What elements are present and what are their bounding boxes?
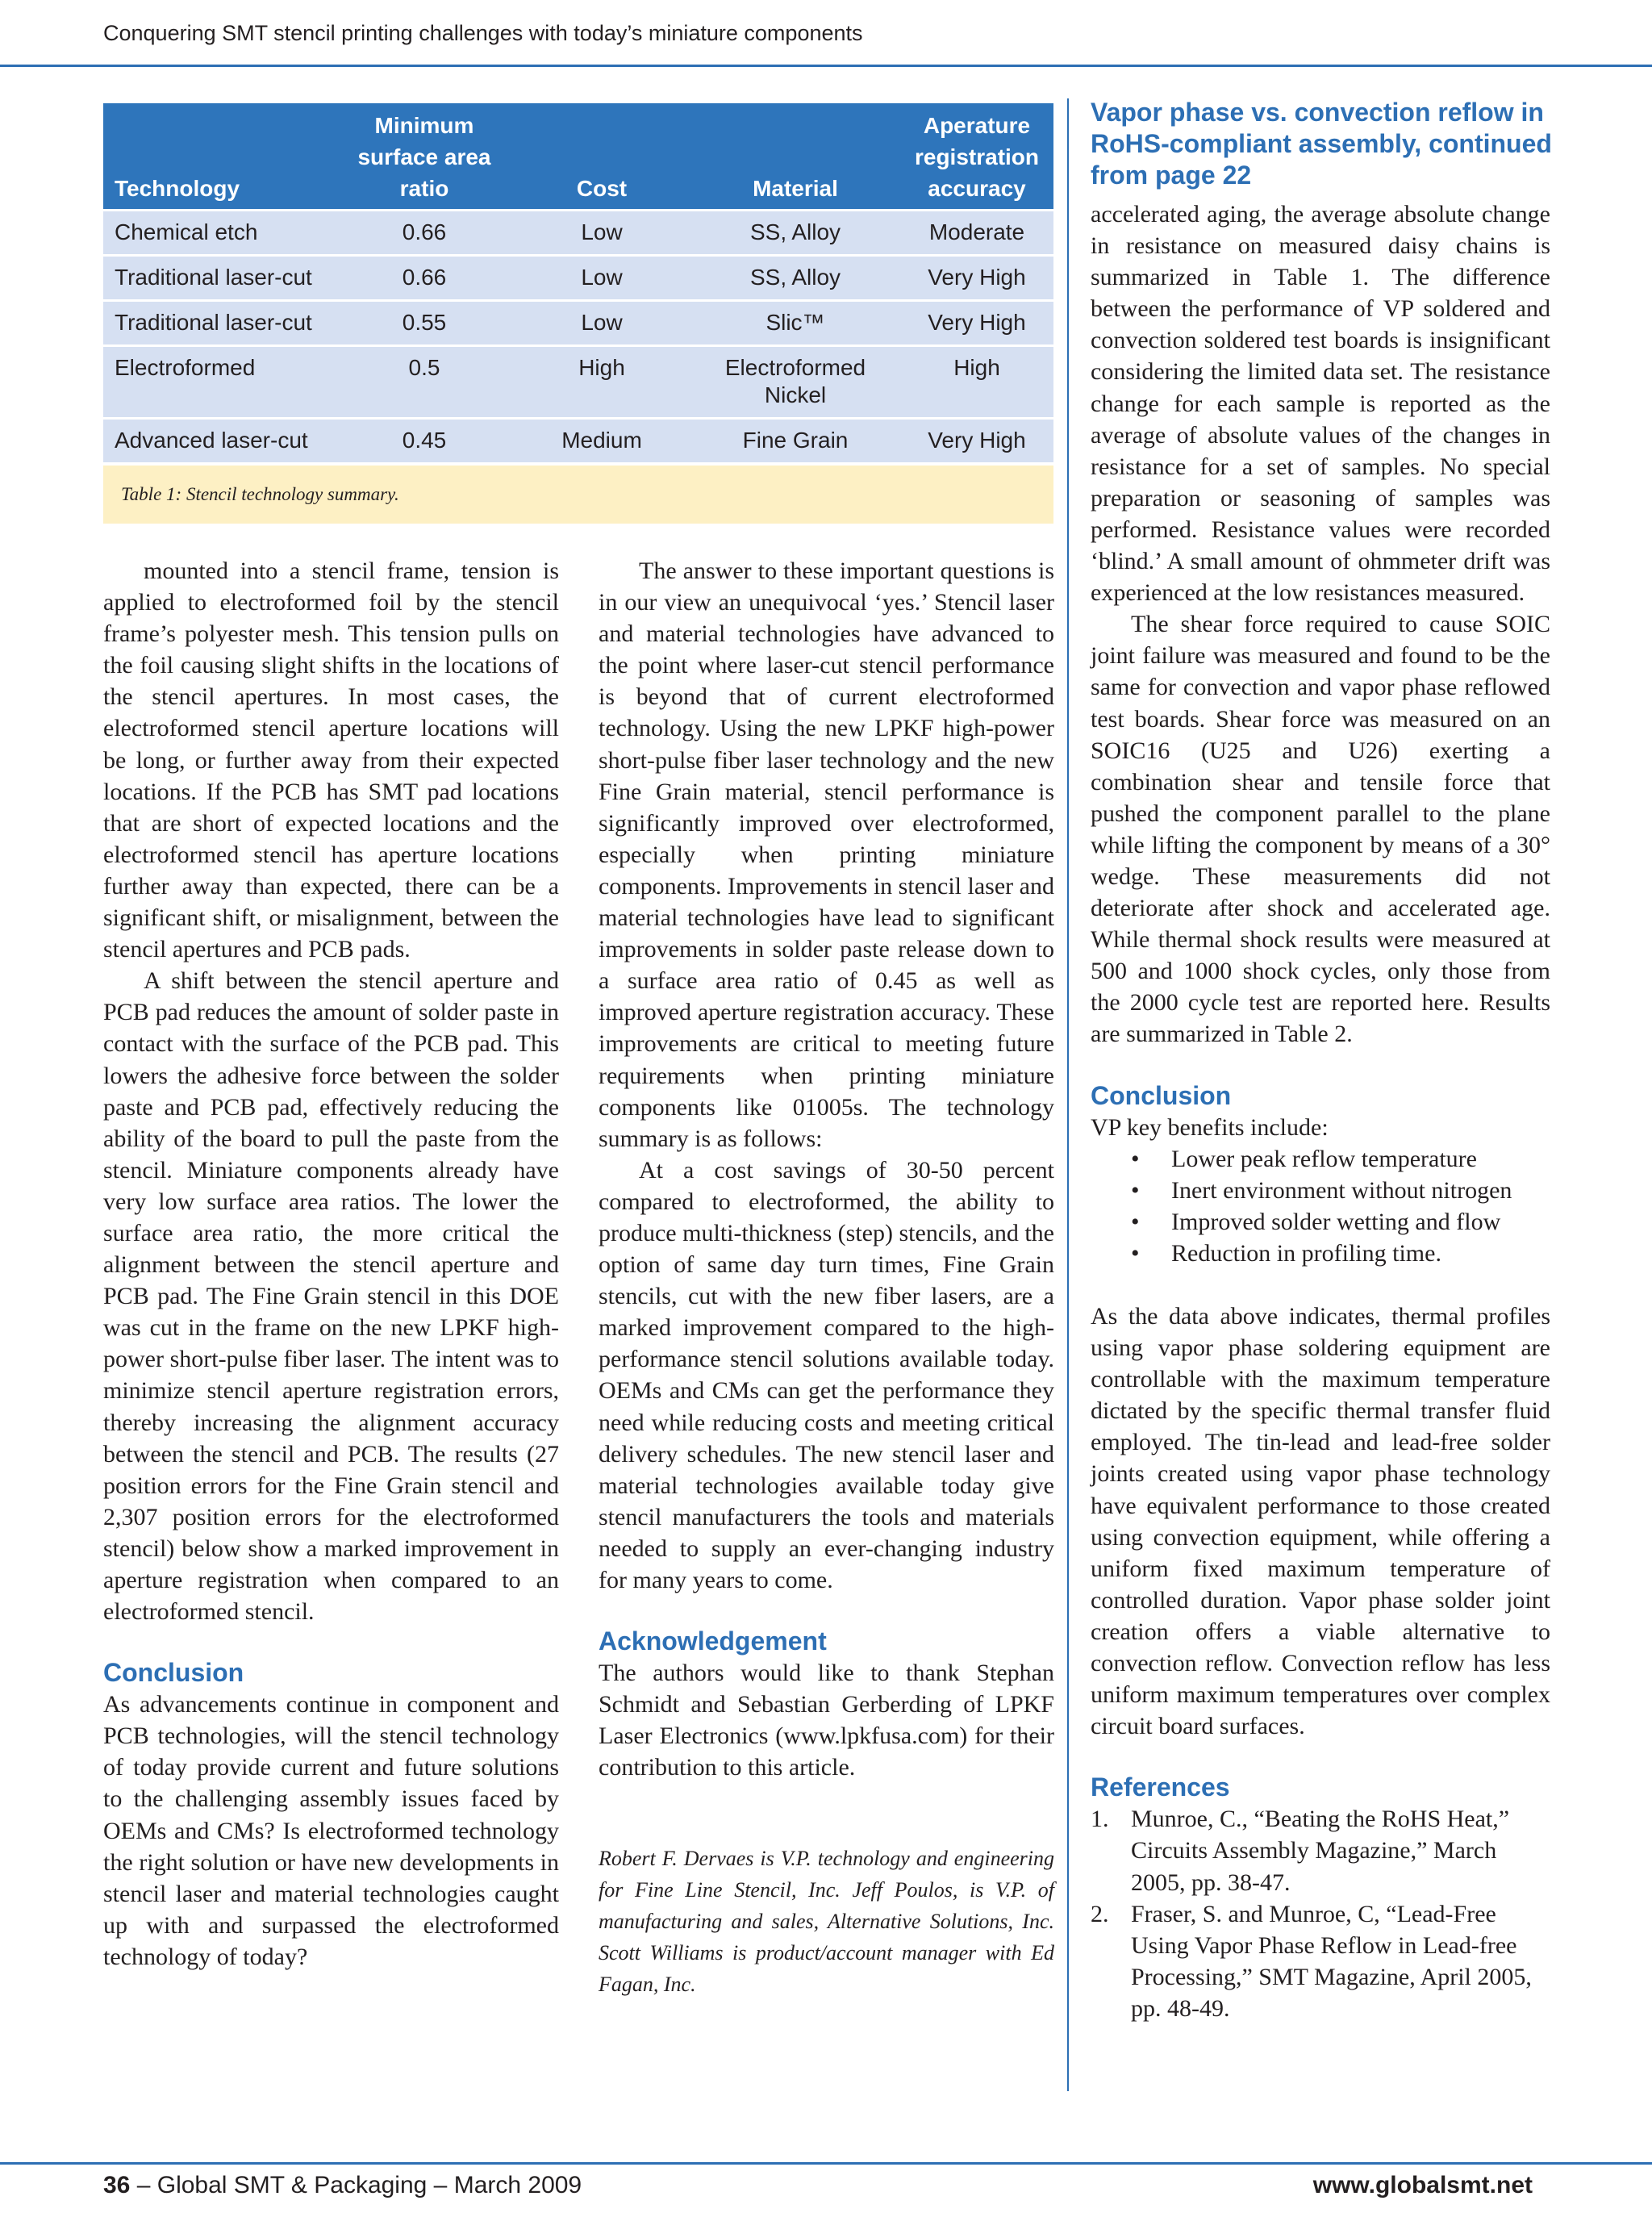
table-cell: 0.55 (336, 299, 513, 344)
list-item: • Lower peak reflow temperature (1131, 1145, 1477, 1172)
body-paragraph: At a cost savings of 30-50 percent compared to electroformed, the ability to produce multi-thickness (step) stencils, and the option of same day turn times, Fine Grain stencils, cut with the new fiber lasers, are a marked improvement compared to the high-performance stencil solutions available today. OEMs and CMs can get the performance they need while reducing costs and meeting critical delivery schedules. The new stencil laser and material technologies available today give stencil manufacturers the tools and materials needed to supply an ever-changing industry for many years to come. (599, 1156, 1054, 1593)
table-cell: Very High (900, 417, 1053, 462)
body-paragraph: The authors would like to thank Stephan Schmidt and Sebastian Gerberding of LPKF Laser Electronics (www.lpkfusa.com) for their contribution to this article. (599, 1660, 1054, 1781)
header-rule (0, 65, 1652, 67)
footer-rule (0, 2162, 1652, 2165)
table-cell: Electroformed Nickel (690, 344, 900, 417)
table-cell: 0.5 (336, 344, 513, 417)
table-cell: Moderate (900, 209, 1053, 254)
table-row (103, 209, 1053, 254)
table-row (103, 254, 1053, 299)
body-paragraph: As advancements continue in component and PCB technologies, will the stencil technology of today provide current and future solutions to the challenging assembly issues faced by OEMs and CMs? Is electroformed technology the right solution or have new developments in stencil laser and material technologies caught up with and surpassed the electroformed technology of today? (103, 1691, 559, 1970)
table-cell: Low (513, 299, 690, 344)
table-cell: Advanced laser-cut (103, 417, 336, 462)
table-cell: Low (513, 209, 690, 254)
table-cell: 0.45 (336, 417, 513, 462)
benefits-list (1091, 1143, 1550, 1269)
references-list (1091, 1803, 1550, 2024)
reference-item: 1. Munroe, C., “Beating the RoHS Heat,” Circuits Assembly Magazine,” March 2005, pp. 38-47. (1091, 1806, 1510, 1896)
table-cell: Fine Grain (690, 417, 900, 462)
table-row (103, 299, 1053, 344)
table-header-cell: Aperature registration accuracy (900, 103, 1053, 209)
publication-info: – Global SMT & Packaging – March 2009 (130, 2172, 582, 2198)
table-row (103, 417, 1053, 462)
footer-website-link[interactable]: www.globalsmt.net (1312, 2172, 1533, 2198)
table-header-cell: Minimum surface area ratio (336, 103, 513, 209)
stencil-technology-table (103, 103, 1053, 462)
table-cell: Traditional laser-cut (103, 299, 336, 344)
table-cell: Chemical etch (103, 209, 336, 254)
body-paragraph: VP key benefits include: (1091, 1113, 1329, 1141)
footer-publication (103, 2172, 582, 2199)
table-header-cell: Technology (103, 103, 336, 209)
table-row (103, 344, 1053, 417)
page-number: 36 (103, 2172, 131, 2198)
table-header-row (103, 103, 1053, 209)
table-cell: SS, Alloy (690, 209, 900, 254)
table-cell: High (513, 344, 690, 417)
sidebar-column (1091, 198, 1550, 2024)
table-cell: Very High (900, 254, 1053, 299)
column-divider (1067, 98, 1069, 2091)
table-cell: 0.66 (336, 254, 513, 299)
section-heading-conclusion: Conclusion (1091, 1080, 1232, 1110)
table-cell: Electroformed (103, 344, 336, 417)
table-cell: Slic™ (690, 299, 900, 344)
list-item: • Reduction in profiling time. (1131, 1239, 1441, 1267)
body-paragraph: The answer to these important questions is in our view an unequivocal ‘yes.’ Stencil laser and material technologies have advanced to the point where laser-cut stencil performance is beyond that of current electroformed technology. Using the new LPKF high-power short-pulse fiber laser technology and the new Fine Grain material, stencil performance is significantly improved over electroformed, especially when printing miniature components. Improvements in stencil laser and material technologies have lead to significant improvements in solder paste release down to a surface area ratio of 0.45 as well as improved aperture registration accuracy. These improvements are critical to meeting future requirements when printing miniature components like 01005s. The technology summary is as follows: (599, 557, 1054, 1152)
reference-item: 2. Fraser, S. and Munroe, C, “Lead-Free Using Vapor Phase Reflow in Lead-free Processing,” SMT Magazine, April 2005, pp. 48-49. (1091, 1900, 1532, 2022)
table-cell: Medium (513, 417, 690, 462)
section-heading-conclusion: Conclusion (103, 1658, 244, 1688)
table-caption: Table 1: Stencil technology summary. (103, 466, 1053, 524)
table-header-cell: Material (690, 103, 900, 209)
running-header: Conquering SMT stencil printing challenges with today’s miniature components (103, 21, 863, 45)
table-cell: 0.66 (336, 209, 513, 254)
list-item: • Inert environment without nitrogen (1131, 1176, 1512, 1204)
table-cell: SS, Alloy (690, 254, 900, 299)
sidebar-title: Vapor phase vs. convection reflow in RoHS-compliant assembly, continued from page 22 (1091, 98, 1552, 190)
body-paragraph: As the data above indicates, thermal profiles using vapor phase soldering equipment are controllable with the maximum temperature dictated by the specific thermal transfer fluid employed. The tin-lead and lead-free solder joints created using vapor phase technology have equivalent performance to those created using convection equipment, while offering a uniform fixed maximum temperature of controlled duration. Vapor phase solder joint creation offers a viable alternative to convection reflow. Convection reflow has less uniform maximum temperatures over complex circuit board surfaces. (1091, 1303, 1550, 1740)
table-cell: Very High (900, 299, 1053, 344)
author-bio: Robert F. Dervaes is V.P. technology and engineering for Fine Line Stencil, Inc. Jeff Poulos, is V.P. of manufacturing and sales, Alternative Solutions, Inc. Scott Williams is product/account manager with Ed Fagan, Inc. (599, 1847, 1054, 1997)
body-paragraph: accelerated aging, the average absolute change in resistance on measured daisy chains is summarized in Table 1. The difference between the performance of VP soldered and convection soldered test boards is insignificant considering the limited data set. The resistance change for each sample is reported as the average of absolute values of the changes in resistance for a set of samples. No special preparation or seasoning of samples was performed. Resistance values were recorded ‘blind.’ A small amount of ohmmeter drift was experienced at the low resistances measured. (1091, 201, 1550, 607)
body-paragraph: mounted into a stencil frame, tension is applied to electroformed foil by the stencil frame’s polyester mesh. This tension pulls on the foil causing slight shifts in the locations of the stencil apertures. In most cases, the electroformed stencil aperture locations will be long, or further away from their expected locations. If the PCB has SMT pad locations that are short of expected locations and the electroformed stencil has aperture locations further away than expected, there can be a significant shift, or misalignment, between the stencil apertures and PCB pads. (103, 557, 559, 963)
table-cell: Traditional laser-cut (103, 254, 336, 299)
table-header-cell: Cost (513, 103, 690, 209)
article-column-1 (103, 555, 559, 1973)
table-cell: High (900, 344, 1053, 417)
body-paragraph: A shift between the stencil aperture and PCB pad reduces the amount of solder paste in contact with the surface of the PCB pad. This lowers the adhesive force between the solder paste and PCB pad, effectively reducing the ability of the board to pull the paste from the stencil. Miniature components already have very low surface area ratios. The lower the surface area ratio, the more critical the alignment between the stencil aperture and PCB pad. The Fine Grain stencil in this DOE was cut in the frame on the new LPKF high-power short-pulse fiber laser. The intent was to minimize stencil aperture registration errors, thereby increasing the alignment accuracy between the stencil and PCB. The results (27 position errors for the Fine Grain stencil and 2,307 position errors for the electroformed stencil) below show a marked improvement in aperture registration when compared to an electroformed stencil. (103, 967, 559, 1626)
body-paragraph: The shear force required to cause SOIC joint failure was measured and found to be the same for convection and vapor phase reflowed test boards. Shear force was measured on an SOIC16 (U25 and U26) exerting a combination shear and tensile force that pushed the component parallel to the plane while lifting the component by means of a 30° wedge. These measurements did not deteriorate after shock and accelerated age. While thermal shock results were measured at 500 and 1000 shock cycles, only those from the 2000 cycle test are reported here. Results are summarized in Table 2. (1091, 611, 1550, 1048)
section-heading-acknowledgement: Acknowledgement (599, 1626, 827, 1656)
article-column-2 (599, 555, 1054, 2000)
table-cell: Low (513, 254, 690, 299)
list-item: • Improved solder wetting and flow (1131, 1208, 1501, 1235)
section-heading-references: References (1091, 1772, 1230, 1802)
